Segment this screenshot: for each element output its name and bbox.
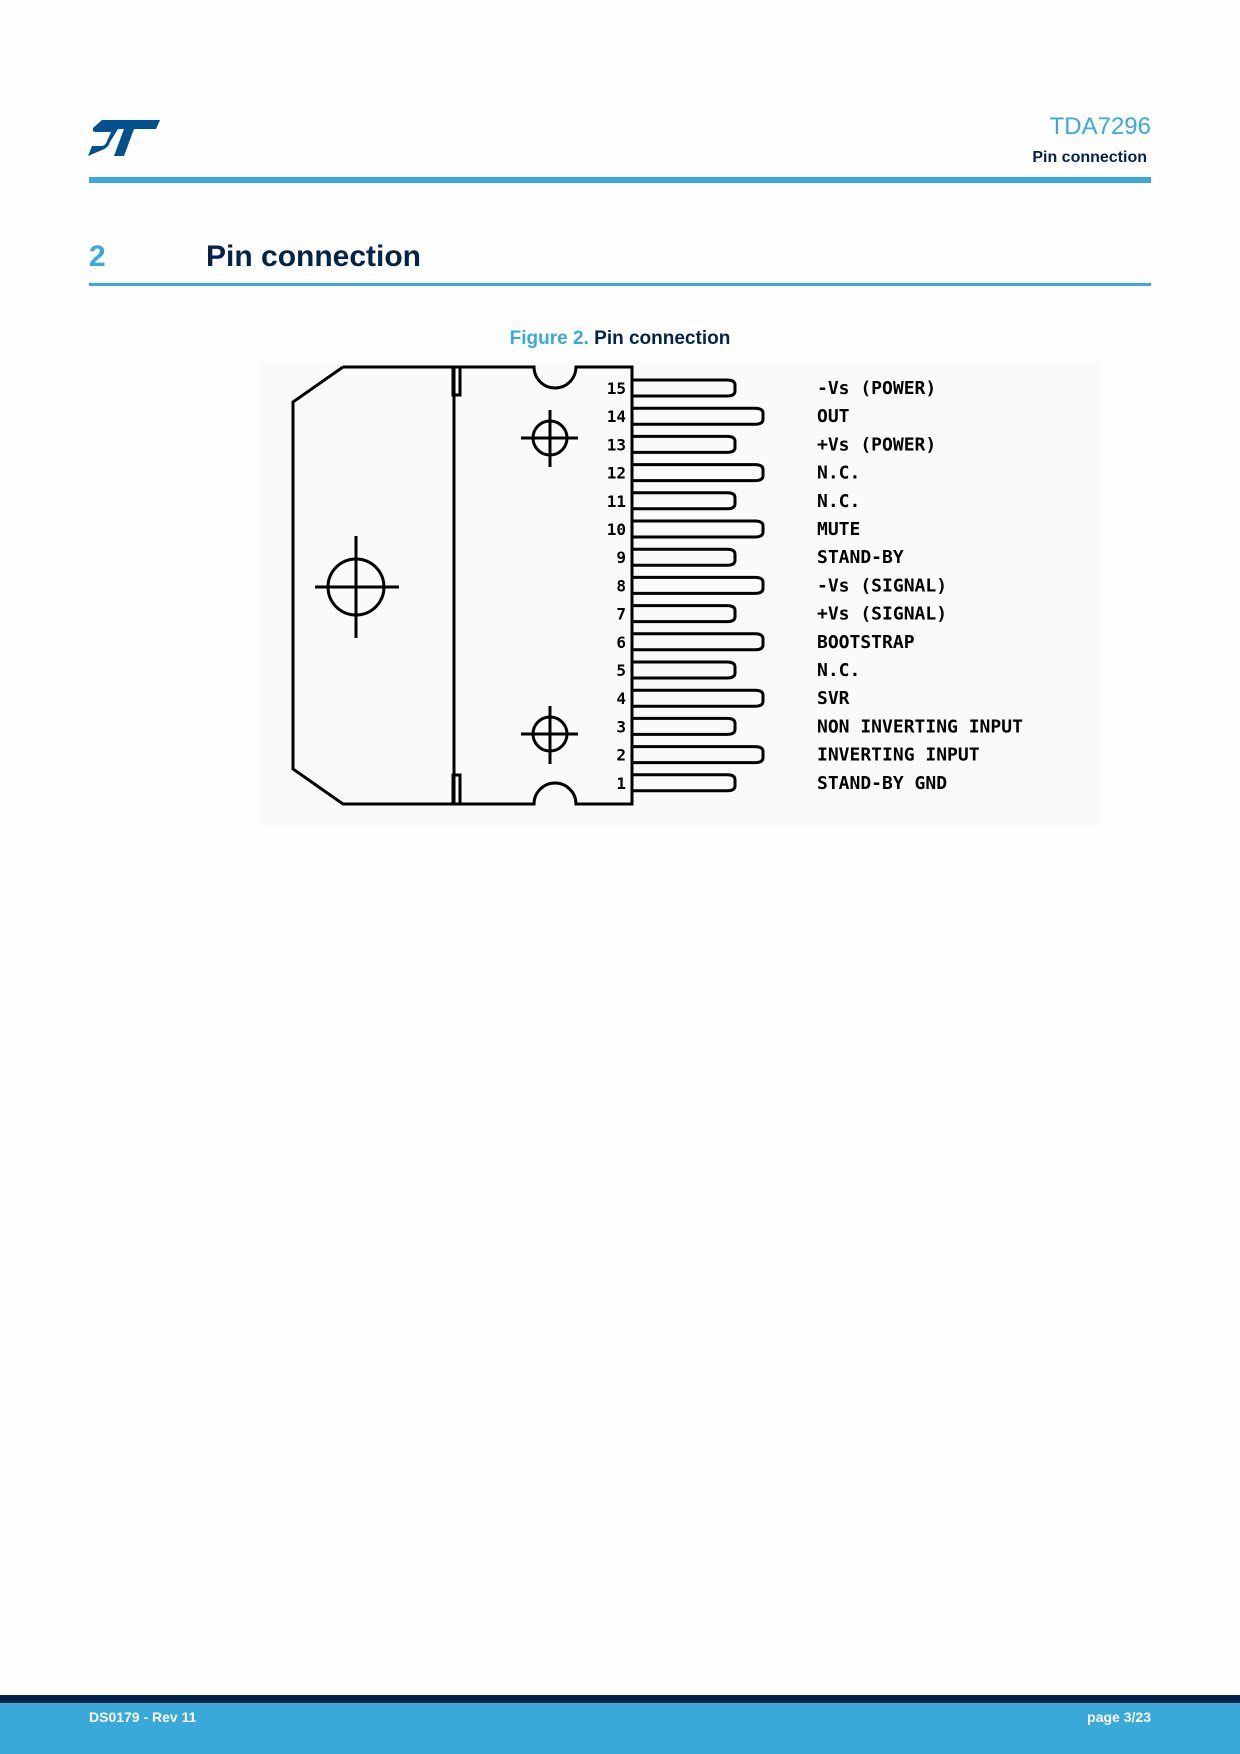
pin-lead-5 [633, 662, 735, 678]
pin-function-label: N.C. [817, 490, 861, 512]
pin-function-label: MUTE [817, 519, 861, 540]
pin-lead-15 [633, 380, 735, 396]
pin-lead-11 [633, 493, 735, 509]
figure-title: Pin connection [594, 328, 731, 349]
pin-lead-4 [633, 690, 763, 706]
pin-number: 3 [616, 717, 626, 737]
pin-number: 9 [616, 548, 626, 568]
pin-number: 6 [616, 632, 626, 652]
figure-label: Figure 2. [509, 328, 589, 349]
pin-lead-14 [633, 408, 763, 424]
pin-function-label: +Vs (POWER) [817, 434, 937, 456]
pin-number: 5 [616, 661, 626, 680]
pin-lead-1 [633, 775, 735, 791]
pin-number: 12 [606, 463, 626, 483]
pin-number: 4 [616, 689, 626, 709]
pin-function-label: +Vs (SIGNAL) [817, 603, 948, 625]
pin-number: 15 [606, 379, 626, 398]
pin-lead-8 [633, 577, 763, 593]
pin-lead-12 [633, 465, 763, 481]
pin-function-label: SVR [817, 688, 850, 710]
pin-number: 2 [616, 745, 626, 765]
pin-number: 14 [606, 407, 626, 427]
pin-connection-diagram [258, 362, 1100, 826]
pin-function-label: INVERTING INPUT [817, 744, 980, 766]
pin-function-label: BOOTSTRAP [817, 631, 915, 653]
pin-lead-7 [633, 606, 735, 622]
footer-page-number: page 3/23 [1087, 1709, 1151, 1725]
pin-number: 8 [616, 576, 626, 596]
pin-lead-6 [633, 634, 763, 650]
pin-function-label: -Vs (SIGNAL) [817, 575, 948, 597]
pin-function-label: -Vs (POWER) [817, 378, 937, 399]
header-section-subtitle: Pin connection [1032, 149, 1147, 166]
pin-number: 11 [606, 491, 626, 511]
section-divider [89, 283, 1151, 286]
pin-lead-3 [633, 718, 735, 734]
pin-lead-2 [633, 747, 763, 763]
pin-lead-10 [633, 521, 763, 537]
pin-function-label: STAND-BY GND [817, 772, 948, 794]
figure-caption [0, 328, 1240, 350]
pin-leads [633, 380, 763, 791]
section-title: Pin connection [206, 240, 422, 273]
pin-number: 10 [606, 520, 626, 539]
footer-dark-band [0, 1695, 1240, 1703]
pin-number: 13 [606, 435, 626, 455]
pin-function-label: NON INVERTING INPUT [817, 716, 1023, 738]
pin-lead-9 [633, 549, 735, 565]
header-divider [89, 177, 1151, 183]
package-outline-icon [258, 362, 1100, 826]
pin-number: 7 [616, 604, 626, 624]
section-number: 2 [89, 240, 106, 273]
st-logo-icon [88, 118, 160, 158]
pin-function-label: N.C. [817, 660, 861, 681]
pin-function-label: N.C. [817, 462, 861, 484]
pin-number: 1 [616, 773, 626, 793]
document-title: TDA7296 [1049, 113, 1151, 140]
pin-function-label: OUT [817, 406, 850, 428]
pin-lead-13 [633, 436, 735, 452]
pin-function-label: STAND-BY [817, 547, 904, 569]
footer-doc-id: DS0179 - Rev 11 [89, 1709, 197, 1725]
